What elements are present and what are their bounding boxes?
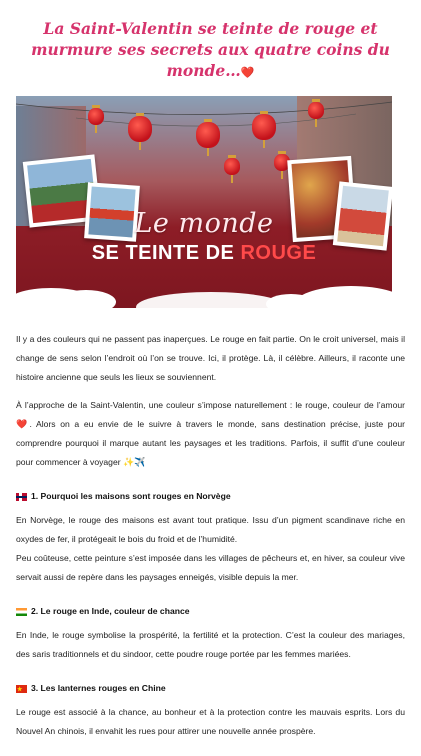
section-paragraph: Peu coûteuse, cette peinture s’est imposée dans les villages de pêcheurs et, en hiver, sa couleur vive servait aussi de repère dans les paysages enneigés, visible depuis la mer. (16, 553, 405, 582)
lantern-icon (224, 158, 240, 175)
section-title: 1. Pourquoi les maisons sont rouges en Norvège (31, 491, 231, 501)
section-title: 2. Le rouge en Inde, couleur de chance (31, 606, 190, 616)
article-body (16, 330, 405, 741)
india-flag-icon (16, 608, 27, 616)
section-paragraph: En Norvège, le rouge des maisons est avant tout pratique. Issu d’un pigment scandinave riche en oxydes de fer, il protégeait le bois du froid et de l’humidité. (16, 515, 405, 544)
section-paragraph: En Inde, le rouge symbolise la prospérité, la fertilité et la protection. C’est la couleur des mariages, des saris traditionnels et du sindoor, cette poudre rouge portée par les femmes mariées. (16, 630, 405, 659)
intro2-part1: À l’approche de la Saint-Valentin, une couleur s’impose naturellement : le rouge, couleur de l’amour (16, 400, 405, 410)
section-paragraph: Le rouge est associé à la chance, au bonheur et à la protection contre les mauvais esprits. Lors du Nouvel An chinois, il envahit les rues pour attirer une nouvelle année prospère. (16, 707, 405, 736)
lantern-icon (88, 108, 104, 125)
section-heading-india (16, 603, 405, 620)
section-title: 3. Les lanternes rouges en Chine (31, 683, 166, 693)
red-heart-icon: ❤️ (240, 66, 255, 79)
lantern-icon (308, 102, 324, 119)
norway-flag-icon (16, 493, 27, 501)
intro-paragraph-2 (16, 396, 405, 472)
sparkles-airplane-icon: ✨✈️ (120, 457, 146, 467)
headline-text: La Saint-Valentin se teinte de rouge et murmure ses secrets aux quatre coins du monde… (31, 19, 390, 80)
red-heart-icon: ❤️ (16, 419, 30, 429)
hero-subtitle-white: SE TEINTE DE (91, 242, 241, 264)
lantern-icon (252, 114, 276, 140)
section-heading-china (16, 680, 405, 697)
china-flag-icon (16, 685, 27, 693)
intro-paragraph: Il y a des couleurs qui ne passent pas inaperçues. Le rouge en fait partie. On le croit universel, mais il change de sens selon l’endroit où l’on se trouve. Ici, il protège. Là, il célèbre. Ailleurs, il raconte une histoire ancienne que seuls les lieux se souviennent. (16, 334, 405, 382)
hero-title: Le monde (134, 208, 274, 239)
hero-banner-image (16, 96, 392, 308)
hero-subtitle-red: ROUGE (240, 242, 317, 264)
intro2-part2: . Alors on a eu envie de le suivre à travers le monde, sans destination précise, juste pour comprendre pourquoi il marque autant les paysages et les traditions. Parfois, il suffit d’une couleur pour commencer à voyager (16, 419, 405, 467)
clouds-graphic (16, 278, 392, 308)
lantern-icon (196, 122, 220, 148)
section-heading-norway (16, 488, 405, 505)
newsletter-headline (16, 18, 405, 83)
hero-subtitle (16, 242, 392, 265)
lantern-icon (128, 116, 152, 142)
